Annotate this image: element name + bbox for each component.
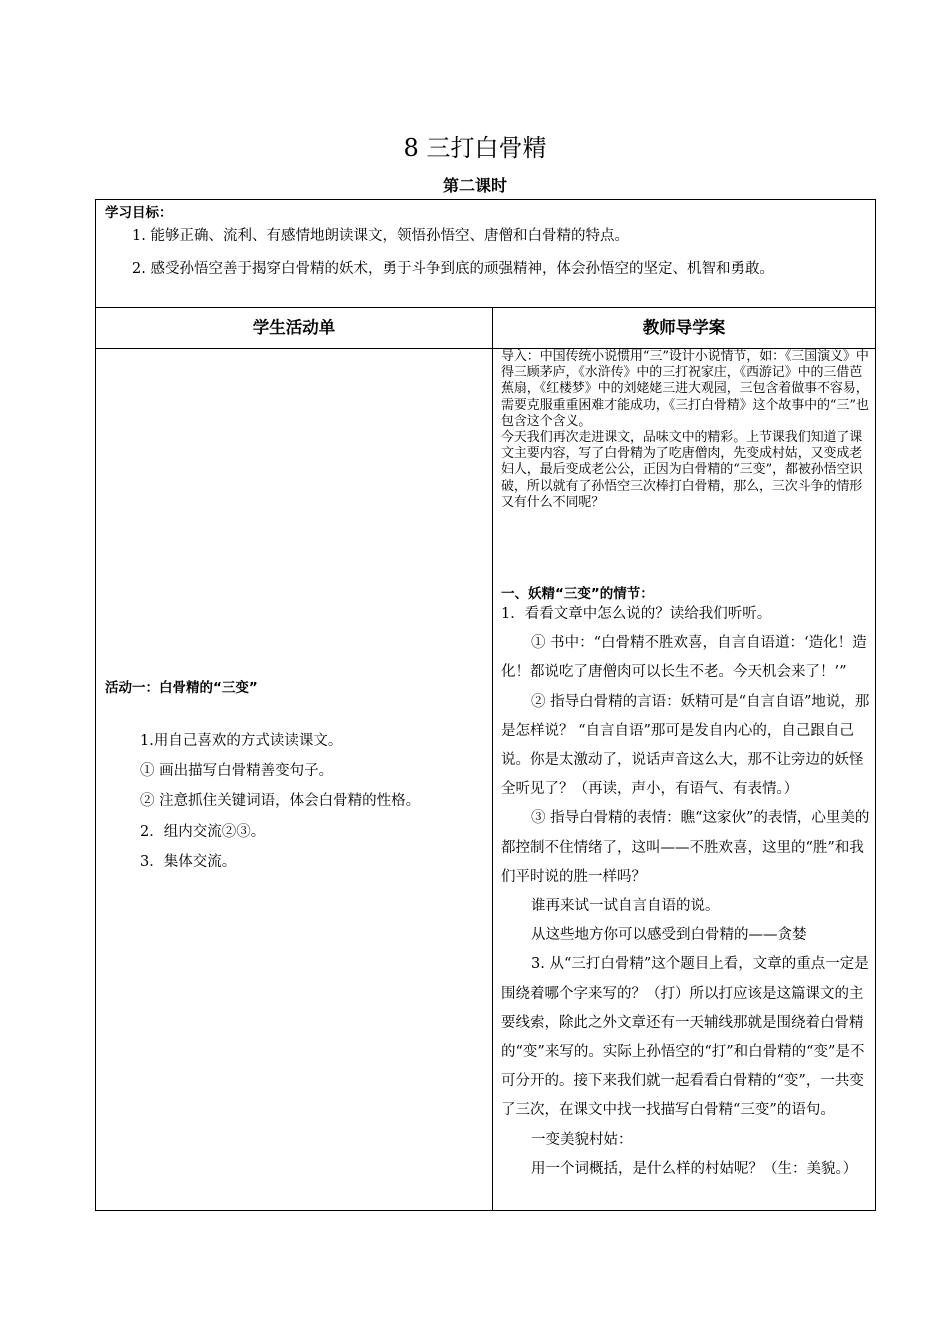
- guide-body: [501, 600, 871, 1184]
- goals-heading: 学习目标：: [105, 205, 173, 221]
- goal-item-2: 2. 感受孙悟空善于揭穿白骨精的妖术，勇于斗争到底的顽强精神，体会孙悟空的坚定、机智和勇敢。: [132, 261, 774, 277]
- intro-paragraph: 今天我们再次走进课文，品味文中的精彩。上节课我们知道了课文主要内容，写了白骨精为了吃唐僧肉，先变成村姑，又变成老妇人，最后变成老公公，正因为白骨精的“三变”，都被孙悟空识破，所以就有了孙悟空三次棒打白骨精，那么，三次斗争的情形又有什么不同呢？: [501, 430, 863, 510]
- goal-item-1: 1. 能够正确、流利、有感情地朗读课文，领悟孙悟空、唐僧和白骨精的特点。: [132, 228, 629, 244]
- activity-step: 1.用自己喜欢的方式读读课文。: [140, 733, 343, 749]
- teacher-guide-column: [501, 349, 871, 1177]
- lesson-title: 8 三打白骨精: [403, 134, 547, 162]
- guide-paragraph: 一变美貌村姑：: [531, 1131, 633, 1148]
- guide-paragraph: ① 书中：“白骨精不胜欢喜，自言自语道：‘造化！造化！都说吃了唐僧肉可以长生不老。今天机会来了！’”: [501, 635, 867, 681]
- activity-title: 活动一：白骨精的“三变”: [105, 680, 258, 696]
- guide-paragraph: ③ 指导白骨精的表情：瞧“这家伙”的表情，心里美的都控制不住情绪了，这叫——不胜欢喜，这里的“胜”和我们平时说的胜一样吗？: [501, 810, 870, 885]
- column-header-teacher: 教师导学案: [642, 318, 726, 337]
- guide-paragraph: 从这些地方你可以感受到白骨精的——贪婪: [531, 927, 807, 944]
- activity-step: 3．集体交流。: [140, 854, 237, 870]
- intro-paragraph: 导入：中国传统小说惯用“三”设计小说情节，如：《三国演义》中得三顾茅庐，《水浒传》中的三打祝家庄，《西游记》中的三借芭蕉扇，《红楼梦》中的刘姥姥三进大观园，三包含着做事不容易，需要克服重重困难才能成功，《三打白骨精》这个故事中的“三”也包含这个含义。: [501, 349, 869, 429]
- activity-step: 2．组内交流②③。: [140, 824, 266, 840]
- column-header-student: 学生活动单: [252, 318, 336, 337]
- goals-section: [96, 200, 875, 308]
- activity-step: ① 画出描写白骨精善变句子。: [140, 763, 334, 779]
- activity-step: ② 注意抓住关键词语，体会白骨精的性格。: [140, 793, 421, 809]
- guide-paragraph: 用一个词概括，是什么样的村姑呢？（生：美貌。）: [531, 1160, 858, 1177]
- intro-text: [501, 349, 871, 511]
- lesson-subtitle: 第二课时: [442, 176, 507, 195]
- column-divider: [492, 308, 493, 1210]
- section-heading: 一、妖精“三变”的情节：: [501, 586, 654, 602]
- lesson-table: [95, 199, 876, 1211]
- guide-paragraph: ② 指导白骨精的言语：妖精可是“自言自语”地说，那是怎样说？ “自言自语”那可是发自内心的，自己跟自己说。你是太激动了，说话声音这么大，那不让旁边的妖怪全听见了？（再读，声小，有语气、有表情。）: [501, 693, 870, 798]
- guide-paragraph: 1．看看文章中怎么说的？读给我们听听。: [501, 606, 772, 622]
- guide-paragraph: 谁再来试一试自言自语的说。: [531, 898, 720, 915]
- guide-paragraph: 3. 从“三打白骨精”这个题目上看，文章的重点一定是围绕着哪个字来写的？（打）所以打应该是这篇课文的主要线索，除此之外文章还有一天辅线那就是围绕着白骨精的“变”来写的。实际上孙悟空的“打”和白骨精的“变”是不可分开的。接下来我们就一起看看白骨精的“变”，一共变了三次，在课文中找一找描写白骨精“三变”的语句。: [501, 956, 869, 1119]
